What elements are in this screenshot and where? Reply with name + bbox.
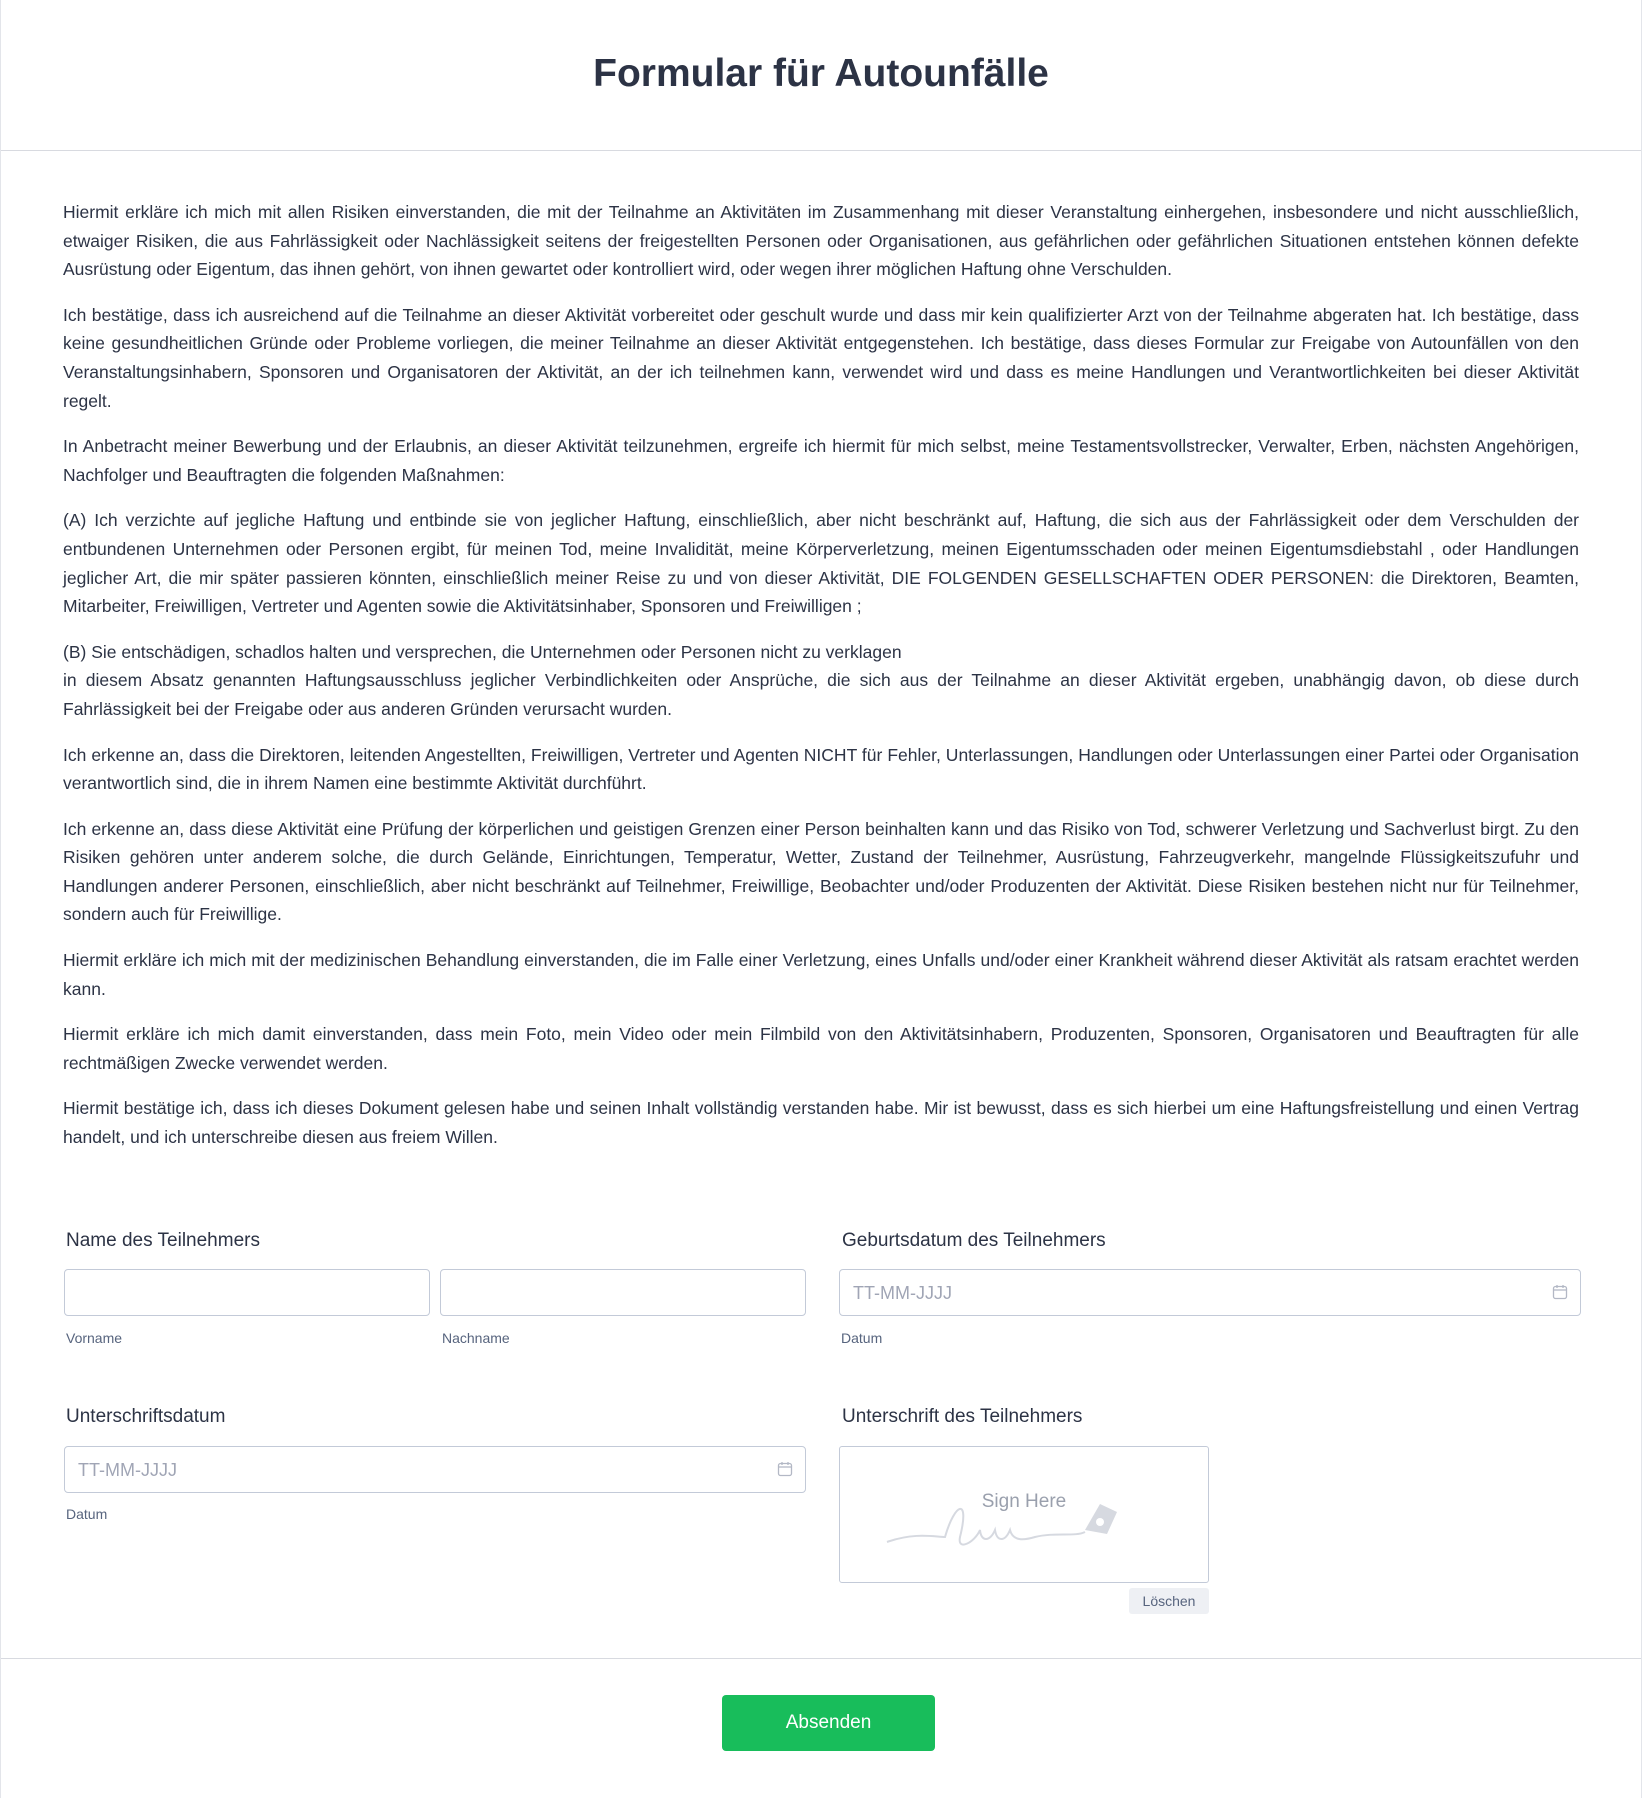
paragraph: Ich erkenne an, dass die Direktoren, leitenden Angestellten, Freiwilligen, Vertreter und Agenten NICHT für Fehler, Unterlassungen, Handlungen oder Unterlassungen einer Partei oder Organisation verantwortlich sind, die in ihrem Namen eine bestimmte Aktivität durchführt. [63,744,1579,794]
last-name-sublabel: Nachname [442,1330,510,1346]
paragraph: Ich erkenne an, dass diese Aktivität eine Prüfung der körperlichen und geistigen Grenzen einer Person beinhalten kann und das Risiko von Tod, schwerer Verletzung und Sachverlust birgt. Zu den Risiken gehören unter anderem solche, die durch Gelände, Einrichtungen, Temperatur, Wetter, Zustand der Teilnehmer, Ausrüstung, Fahrzeugverkehr, mangelnde Flüssigkeitszufuhr und Handlungen anderer Personen, einschließlich, aber nicht beschränkt auf Teilnehmer, Freiwillige, Beobachter und/oder Produzenten der Aktivität. Diese Risiken bestehen nicht nur für Teilnehmer, sondern auch für Freiwillige. [63,818,1579,925]
birthdate-placeholder: TT-MM-JJJJ [853,1283,952,1303]
calendar-icon[interactable] [777,1461,793,1477]
signdate-label: Unterschriftsdatum [66,1406,226,1427]
footer-divider [1,1658,1641,1659]
waiver-text [1,151,1641,1152]
form-header [1,0,1641,151]
birthdate-input[interactable] [839,1269,1581,1316]
clear-signature-button[interactable]: Löschen [1129,1588,1209,1614]
paragraph: Hiermit erkläre ich mich damit einverstanden, dass mein Foto, mein Video oder mein Filmbild von den Aktivitätsinhabern, Produzenten, Sponsoren, Organisatoren und Beauftragten für alle rechtmäßigen Zwecke verwendet werden. [63,1024,1579,1073]
signature-pad[interactable] [839,1446,1209,1583]
signdate-placeholder: TT-MM-JJJJ [78,1460,177,1480]
signature-placeholder-icon [885,1482,1135,1562]
signature-label: Unterschrift des Teilnehmers [842,1406,1083,1427]
signdate-input[interactable] [64,1446,806,1493]
paragraph: (B) Sie entschädigen, schadlos halten und versprechen, die Unternehmen oder Personen nicht zu verklagen in diesem Absatz genannten Haftungsausschluss jeglicher Verbindlichkeiten oder Ansprüche, die sich aus der Teilnahme an dieser Aktivität ergeben, unabhängig davon, ob diese durch Fahrlässigkeit bei der Freigabe oder aus anderen Gründen verursacht wurden. [63,641,1579,719]
birthdate-sublabel: Datum [841,1330,883,1346]
signature-hint: Sign Here [981,1491,1067,1512]
first-name-sublabel: Vorname [66,1330,123,1346]
paragraph: Hiermit erkläre ich mich mit der medizinischen Behandlung einverstanden, die im Falle einer Verletzung, eines Unfalls und/oder einer Krankheit während dieser Aktivität als ratsam erachtet werden kann. [63,950,1579,999]
submit-button[interactable]: Absenden [722,1695,935,1751]
paragraph: Hiermit erkläre ich mich mit allen Risiken einverstanden, die mit der Teilnahme an Aktivitäten im Zusammenhang mit dieser Veranstaltung einhergehen, insbesondere und nicht ausschließlich, etwaiger Risiken, die aus Fahrlässigkeit oder Nachlässigkeit seitens der freigestellten Personen oder Organisationen, aus gefährlichen oder gefährlichen Situationen entstehen können defekte Ausrüstung oder Eigentum, das ihnen gehört, von ihnen gewartet oder kontrolliert wird, oder wegen ihrer möglichen Haftung ohne Verschulden. [63,202,1579,280]
paragraph: Hiermit bestätige ich, dass ich dieses Dokument gelesen habe und seinen Inhalt vollständig verstanden habe. Mir ist bewusst, dass es sich hierbei um eine Haftungsfreistellung und einen Vertrag handelt, und ich unterschreibe diesen aus freiem Willen. [63,1098,1579,1148]
name-label: Name des Teilnehmers [66,1230,260,1251]
paragraph: In Anbetracht meiner Bewerbung und der Erlaubnis, an dieser Aktivität teilzunehmen, ergreife ich hiermit für mich selbst, meine Testamentsvollstrecker, Verwalter, Erben, nächsten Angehörigen, Nachfolger und Beauftragten die folgenden Maßnahmen: [63,436,1579,485]
calendar-icon[interactable] [1552,1284,1568,1300]
paragraph: Ich bestätige, dass ich ausreichend auf die Teilnahme an dieser Aktivität vorbereitet oder geschult wurde und dass mir kein qualifizierter Arzt von der Teilnahme abgeraten hat. Ich bestätige, dass keine gesundheitlichen Gründe oder Probleme vorliegen, die meiner Teilnahme an dieser Aktivität entgegenstehen. Ich bestätige, dass dieses Formular zur Freigabe von Autounfällen von den Veranstaltungsinhabern, Sponsoren und Organisatoren der Aktivität, an der ich teilnehmen kann, verwendet wird und dass es meine Handlungen und Verantwortlichkeiten bei dieser Aktivität regelt. [63,304,1579,411]
signdate-sublabel: Datum [66,1506,108,1522]
last-name-input[interactable] [440,1269,806,1316]
birthdate-label: Geburtsdatum des Teilnehmers [842,1230,1106,1251]
form-title: Formular für Autounfälle [593,52,1049,95]
first-name-input[interactable] [64,1269,430,1316]
paragraph: (A) Ich verzichte auf jegliche Haftung und entbinde sie von jeglicher Haftung, einschließlich, aber nicht beschränkt auf, Haftung, die sich aus der Fahrlässigkeit oder dem Verschulden der entbundenen Unternehmen oder Personen ergibt, für meinen Tod, meine Invalidität, meine Körperverletzung, meinen Eigentumsschaden oder meinen Eigentumsdiebstahl , oder Handlungen jeglicher Art, die mir später passieren könnten, einschließlich meiner Reise zu und von dieser Aktivität, DIE FOLGENDEN GESELLSCHAFTEN ODER PERSONEN: die Direktoren, Beamten, Mitarbeiter, Freiwilligen, Vertreter und Agenten sowie die Aktivitätsinhaber, Sponsoren und Freiwilligen ; [63,510,1579,617]
